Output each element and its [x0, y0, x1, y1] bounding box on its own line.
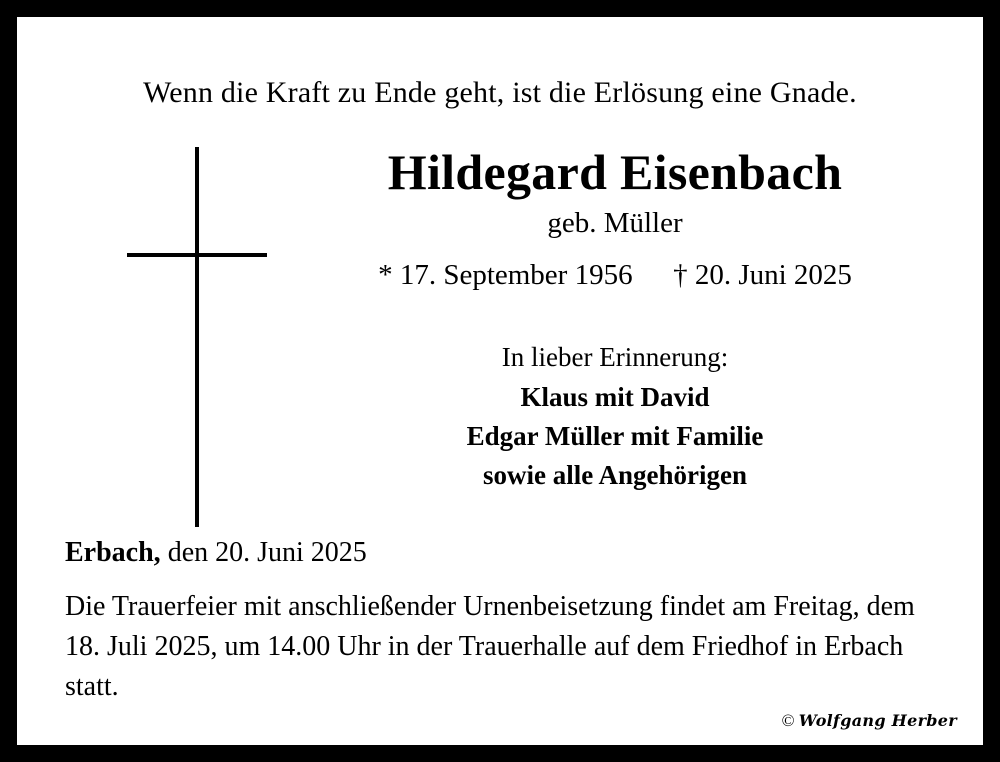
death-date: † 20. Juni 2025	[673, 258, 852, 291]
announcement-date: den 20. Juni 2025	[167, 536, 367, 568]
place-date-line	[17, 535, 983, 571]
christian-cross-icon	[122, 147, 272, 537]
cross-horizontal-bar	[127, 253, 267, 257]
obituary-inner-frame	[12, 12, 988, 750]
copyright-icon: ©	[781, 711, 795, 730]
memorial-intro: In lieber Erinnerung:	[501, 342, 729, 373]
life-dates	[287, 257, 943, 295]
credit-author: Wolfgang Herber	[798, 711, 957, 730]
quote-text: Wenn die Kraft zu Ende geht, ist die Erlösung eine Gnade.	[143, 76, 857, 109]
cross-vertical-bar	[195, 147, 199, 527]
place-name: Erbach,	[65, 536, 161, 568]
ceremony-details: Die Trauerfeier mit anschließender Urnenbeisetzung findet am Freitag, dem 18. Juli 2025, um 14.00 Uhr in der Trauerhalle auf dem Friedhof in Erbach statt.	[65, 591, 915, 702]
credit-line	[782, 711, 957, 731]
maiden-name: geb. Müller	[547, 207, 683, 239]
deceased-name: Hildegard Eisenbach	[387, 144, 843, 200]
survivor-item: Klaus mit David	[520, 381, 710, 412]
survivor-item: Edgar Müller mit Familie	[466, 420, 764, 451]
birth-date: * 17. September 1956	[378, 258, 633, 291]
survivor-item: sowie alle Angehörigen	[483, 459, 747, 490]
